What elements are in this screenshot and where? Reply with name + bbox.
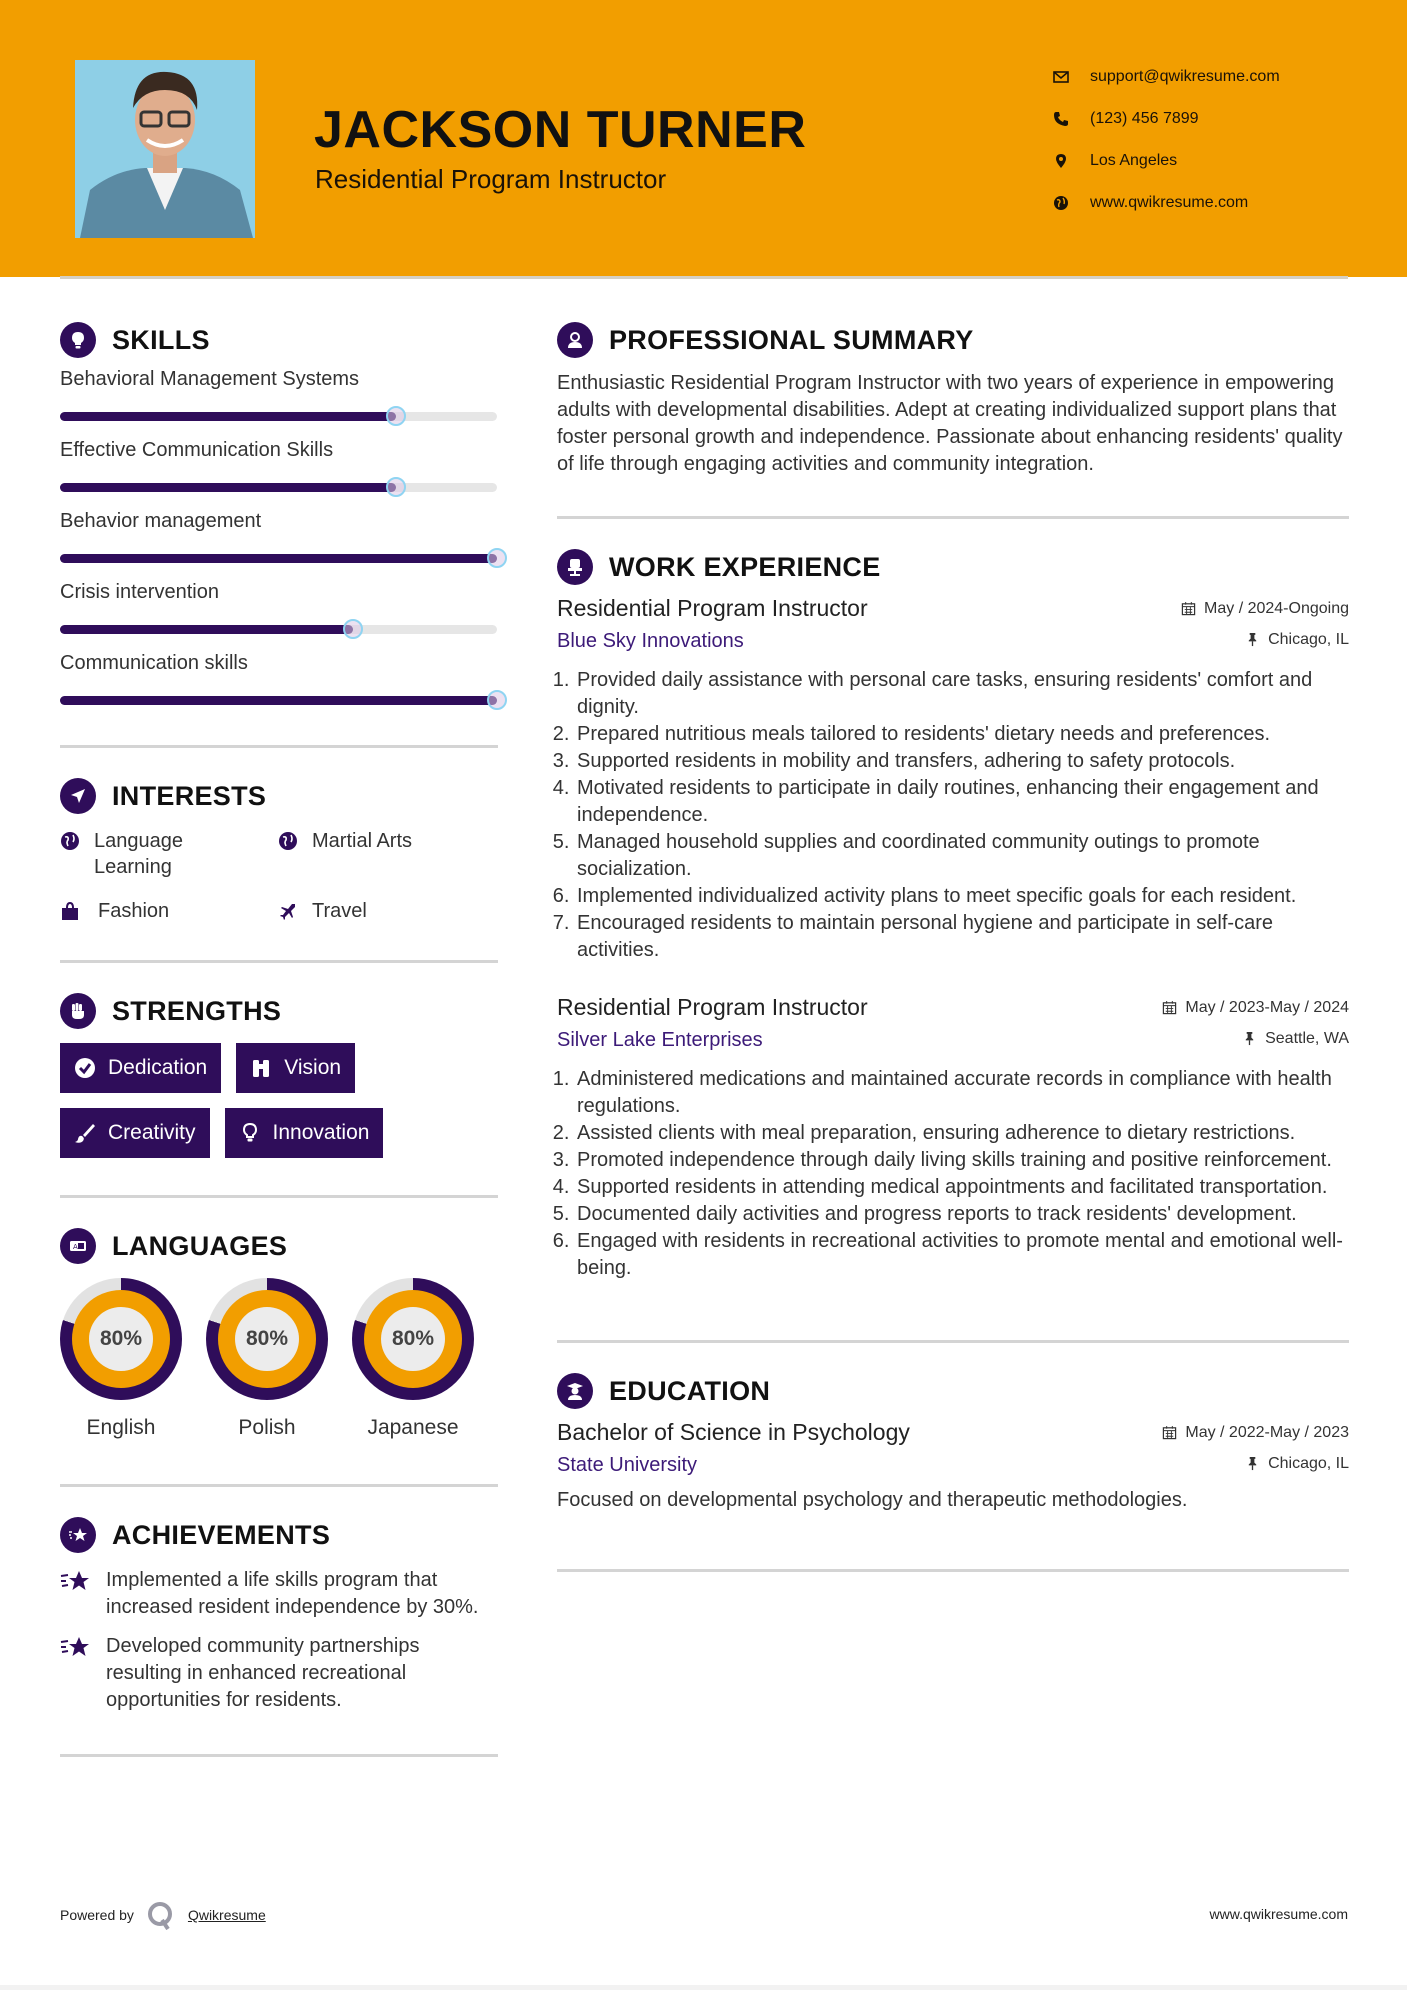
- skill-item: [60, 368, 498, 421]
- pushpin-icon: [1245, 632, 1260, 647]
- skills-section: [60, 322, 498, 705]
- language-percent: 80%: [89, 1307, 153, 1371]
- company-name: Silver Lake Enterprises: [557, 1029, 763, 1051]
- star-icon: [60, 1633, 92, 1664]
- interests-grid: [60, 828, 498, 924]
- job-role: Residential Program Instructor: [557, 994, 868, 1020]
- skill-slider[interactable]: [60, 483, 497, 492]
- skill-fill: [60, 554, 497, 563]
- footer-powered-by: [60, 1900, 266, 1930]
- svg-text:A: A: [73, 1243, 78, 1251]
- profile-photo: [75, 60, 255, 238]
- language-item: [352, 1278, 474, 1440]
- skill-slider[interactable]: [60, 625, 497, 634]
- achievements-heading: [60, 1517, 498, 1553]
- duty-item: 6. Implemented individualized activity plans to meet specific goals for each resident.: [575, 883, 1349, 910]
- education-description: Focused on developmental psychology and therapeutic methodologies.: [557, 1489, 1188, 1511]
- candidate-name: JACKSON TURNER: [314, 101, 807, 159]
- duty-item: 5. Managed household supplies and coordinated community outings to promote socialization.: [575, 829, 1349, 883]
- section-divider: [60, 1484, 498, 1487]
- interest-item: [60, 898, 278, 924]
- achievement-text: Developed community partnerships resulting in enhanced recreational opportunities for residents.: [106, 1635, 420, 1711]
- section-divider: [557, 1340, 1349, 1343]
- experience-section: [557, 549, 1349, 1282]
- language-name: Polish: [238, 1416, 296, 1439]
- contact-phone-text: (123) 456 7899: [1090, 110, 1199, 127]
- experience-heading: [557, 549, 1349, 585]
- education-heading: [557, 1373, 1349, 1409]
- interest-label: Fashion: [98, 900, 170, 922]
- achievements-title: ACHIEVEMENTS: [112, 1519, 331, 1550]
- education-title: EDUCATION: [609, 1375, 771, 1406]
- contact-phone[interactable]: [1050, 98, 1280, 140]
- interest-label: Martial Arts: [312, 830, 413, 852]
- experience-title: WORK EXPERIENCE: [609, 551, 881, 582]
- star-icon: [60, 1567, 92, 1598]
- section-divider: [60, 745, 498, 748]
- fist-icon: [60, 993, 96, 1029]
- education-location: Chicago, IL: [1245, 1455, 1349, 1473]
- binoculars-icon: [250, 1057, 272, 1079]
- skill-slider[interactable]: [60, 554, 497, 563]
- language-percent: 80%: [235, 1307, 299, 1371]
- lightbulb-icon: [239, 1122, 261, 1144]
- page-bottom-edge: [0, 1985, 1407, 1990]
- skill-thumb[interactable]: [386, 406, 406, 426]
- skill-thumb[interactable]: [487, 690, 507, 710]
- skills-heading: [60, 322, 498, 358]
- job-role: Residential Program Instructor: [557, 595, 868, 621]
- globe-icon: [278, 828, 300, 854]
- skill-thumb[interactable]: [343, 619, 363, 639]
- strength-label: Vision: [284, 1056, 342, 1079]
- section-divider: [60, 960, 498, 963]
- languages-title: LANGUAGES: [112, 1230, 288, 1261]
- job-dates: May / 2023-May / 2024: [1162, 999, 1349, 1017]
- contact-location: [1050, 140, 1280, 182]
- skill-name: Behavior management: [60, 510, 262, 532]
- calendar-icon: [1162, 1000, 1177, 1015]
- map-marker-icon: [1050, 150, 1072, 172]
- skill-name: Effective Communication Skills: [60, 439, 334, 461]
- left-column: [60, 322, 498, 1757]
- job-entry: [557, 595, 1349, 964]
- qwikresume-logo-icon: [146, 1900, 176, 1930]
- skill-item: [60, 510, 498, 563]
- skill-name: Communication skills: [60, 652, 248, 674]
- language-donut: [60, 1278, 182, 1400]
- interest-label: Travel: [312, 900, 367, 922]
- shopping-bag-icon: [60, 898, 86, 924]
- phone-icon: [1050, 108, 1072, 130]
- paper-plane-icon: [60, 778, 96, 814]
- language-icon: [60, 1228, 96, 1264]
- interest-item: [278, 828, 496, 880]
- skill-fill: [60, 483, 396, 492]
- skill-name: Behavioral Management Systems: [60, 368, 360, 390]
- summary-text: Enthusiastic Residential Program Instructor with two years of experience in empowering adults with developmental disabilities. Adept at creating individualized support plans that foster personal growth and independence. Passionate about enhancing residents' quality of life through engaging activities and community integration.: [557, 372, 1343, 475]
- pushpin-icon: [1245, 1456, 1260, 1471]
- language-donut: [206, 1278, 328, 1400]
- interest-item: [278, 898, 496, 924]
- plane-icon: [278, 898, 300, 924]
- skill-item: [60, 581, 498, 634]
- candidate-title: Residential Program Instructor: [315, 164, 667, 194]
- summary-section: [557, 322, 1349, 478]
- envelope-icon: [1050, 66, 1072, 88]
- interest-item: [60, 828, 278, 880]
- education-entry: [557, 1419, 1349, 1514]
- company-name: Blue Sky Innovations: [557, 630, 744, 652]
- language-name: Japanese: [367, 1416, 459, 1439]
- person-photo-icon: [75, 60, 255, 238]
- duty-item: 1. Administered medications and maintained accurate records in compliance with health regulations.: [575, 1066, 1349, 1120]
- skill-item: [60, 652, 498, 705]
- qwikresume-link[interactable]: Qwikresume: [187, 1907, 266, 1923]
- powered-by-label: Powered by: [60, 1907, 134, 1923]
- job-location: Seattle, WA: [1242, 1030, 1349, 1048]
- duty-item: 2. Assisted clients with meal preparation, ensuring adherence to dietary restrictions.: [575, 1120, 1349, 1147]
- job-dates: May / 2024-Ongoing: [1181, 600, 1349, 618]
- skills-title: SKILLS: [112, 324, 210, 355]
- strengths-section: [60, 993, 498, 1158]
- language-name: English: [86, 1416, 156, 1439]
- education-section: [557, 1373, 1349, 1514]
- languages-heading: [60, 1228, 498, 1264]
- section-divider: [557, 516, 1349, 519]
- duty-item: 6. Engaged with residents in recreational activities to promote mental and emotional well-being.: [575, 1228, 1349, 1282]
- section-divider: [557, 1569, 1349, 1572]
- section-divider: [60, 1195, 498, 1198]
- skill-item: [60, 439, 498, 492]
- skill-slider[interactable]: [60, 696, 497, 705]
- skill-fill: [60, 696, 497, 705]
- achievement-item: [60, 1567, 498, 1621]
- skill-slider[interactable]: [60, 412, 497, 421]
- job-entry: [557, 994, 1349, 1282]
- interests-heading: [60, 778, 498, 814]
- language-item: [60, 1278, 182, 1440]
- chair-icon: [557, 549, 593, 585]
- strength-tag: [225, 1108, 384, 1158]
- contact-email[interactable]: [1050, 56, 1280, 98]
- languages-section: [60, 1228, 498, 1440]
- pushpin-icon: [1242, 1031, 1257, 1046]
- strength-label: Innovation: [272, 1121, 370, 1144]
- duty-item: 2. Prepared nutritious meals tailored to residents' dietary needs and preferences.: [575, 721, 1349, 748]
- language-donut: [352, 1278, 474, 1400]
- school-name: State University: [557, 1454, 698, 1476]
- achievement-text: Implemented a life skills program that increased resident independence by 30%.: [106, 1569, 479, 1618]
- duties-list: [557, 1066, 1349, 1282]
- skill-fill: [60, 412, 396, 421]
- duty-item: 7. Encouraged residents to maintain personal hygiene and participate in self-care activities.: [575, 910, 1349, 964]
- education-dates: May / 2022-May / 2023: [1162, 1424, 1349, 1442]
- paint-brush-icon: [74, 1122, 96, 1144]
- skill-name: Crisis intervention: [60, 581, 219, 603]
- contact-website-text: www.qwikresume.com: [1090, 194, 1249, 211]
- strength-label: Creativity: [108, 1121, 196, 1144]
- interests-section: [60, 778, 498, 924]
- right-column: [557, 322, 1349, 1572]
- strength-tag: [236, 1043, 355, 1093]
- header-divider: [60, 276, 1348, 279]
- user-icon: [557, 322, 593, 358]
- job-location: Chicago, IL: [1245, 631, 1349, 649]
- language-item: [206, 1278, 328, 1440]
- skill-thumb[interactable]: [487, 548, 507, 568]
- duty-item: 3. Supported residents in mobility and transfers, adhering to safety protocols.: [575, 748, 1349, 775]
- summary-title: PROFESSIONAL SUMMARY: [609, 324, 974, 355]
- section-divider: [60, 1754, 498, 1757]
- calendar-icon: [1162, 1425, 1177, 1440]
- graduate-icon: [557, 1373, 593, 1409]
- duties-list: [557, 667, 1349, 964]
- contact-location-text: Los Angeles: [1090, 152, 1178, 169]
- strength-tag: [60, 1043, 221, 1093]
- skill-thumb[interactable]: [386, 477, 406, 497]
- footer-website[interactable]: www.qwikresume.com: [1209, 1906, 1348, 1922]
- strengths-heading: [60, 993, 498, 1029]
- degree-name: Bachelor of Science in Psychology: [557, 1419, 910, 1445]
- calendar-icon: [1181, 601, 1196, 616]
- languages-list: [60, 1278, 498, 1440]
- strengths-list: [60, 1043, 498, 1158]
- globe-icon: [60, 828, 82, 854]
- contact-website[interactable]: [1050, 182, 1280, 224]
- globe-icon: [1050, 192, 1072, 214]
- duty-item: 3. Promoted independence through daily living skills training and positive reinforcement.: [575, 1147, 1349, 1174]
- lightbulb-icon: [60, 322, 96, 358]
- strength-label: Dedication: [108, 1056, 208, 1079]
- contact-email-text: support@qwikresume.com: [1090, 68, 1280, 85]
- duty-item: 5. Documented daily activities and progress reports to track residents' development.: [575, 1201, 1349, 1228]
- duty-item: 1. Provided daily assistance with personal care tasks, ensuring residents' comfort and dignity.: [575, 667, 1349, 721]
- achievement-item: [60, 1633, 498, 1714]
- strengths-title: STRENGTHS: [112, 995, 282, 1026]
- duty-item: 4. Motivated residents to participate in daily routines, enhancing their engagement and independence.: [575, 775, 1349, 829]
- skill-fill: [60, 625, 353, 634]
- interest-label: Language Learning: [94, 830, 183, 878]
- duty-item: 4. Supported residents in attending medical appointments and facilitated transportation.: [575, 1174, 1349, 1201]
- achievements-section: [60, 1517, 498, 1714]
- interests-title: INTERESTS: [112, 780, 267, 811]
- check-circle-icon: [74, 1057, 96, 1079]
- contact-list: [1050, 56, 1280, 224]
- language-percent: 80%: [381, 1307, 445, 1371]
- summary-heading: [557, 322, 1349, 358]
- star-badge-icon: [60, 1517, 96, 1553]
- strength-tag: [60, 1108, 210, 1158]
